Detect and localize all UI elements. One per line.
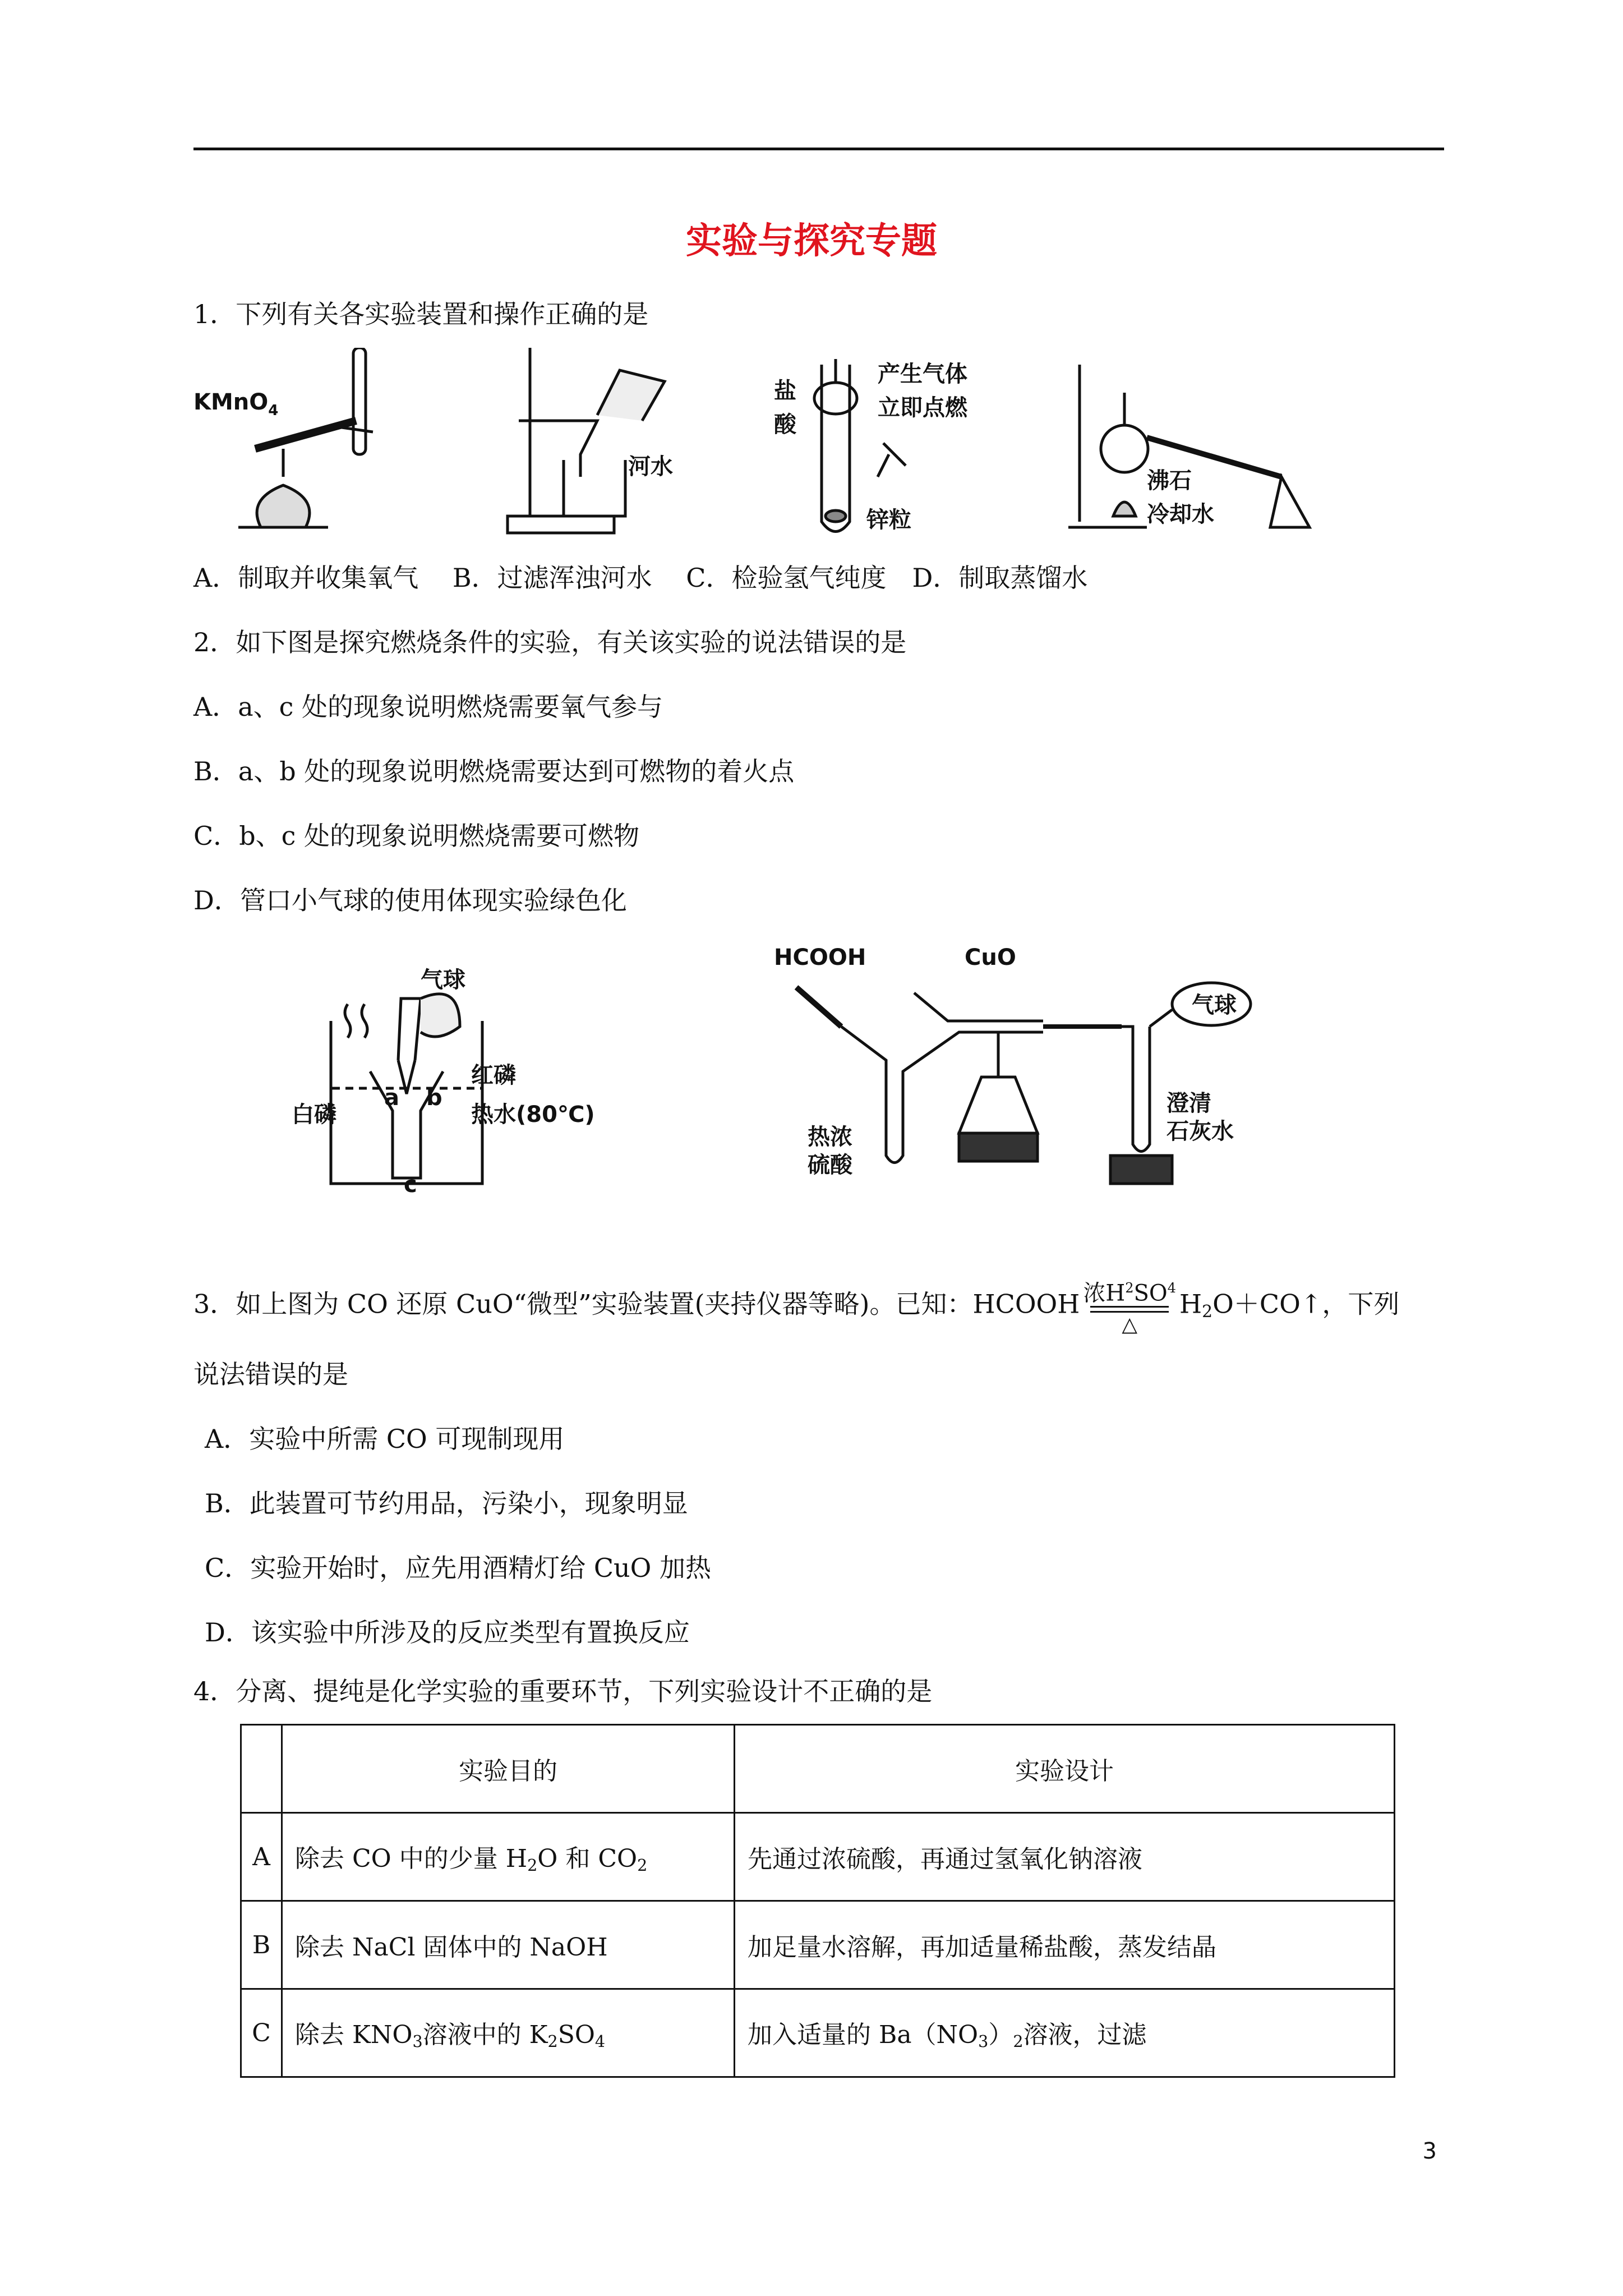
limewater-label-2: 石灰水 — [1166, 1119, 1234, 1144]
q1-boiling-stone-label: 沸石 — [1147, 468, 1192, 494]
q4-stem: 4．分离、提纯是化学实验的重要环节，下列实验设计不正确的是 — [193, 1676, 933, 1706]
cuo-label: CuO — [965, 945, 1016, 970]
table-row: B 除去 NaCl 固体中的 NaOH 加足量水溶解，再加适量稀盐酸，蒸发结晶 — [241, 1901, 1395, 1989]
row-b-design: 加足量水溶解，再加适量稀盐酸，蒸发结晶 — [735, 1901, 1395, 1989]
hot-water-label: 热水(80℃) — [471, 1102, 595, 1128]
hcooh-label: HCOOH — [774, 945, 866, 970]
q2-option-a: A．a、c 处的现象说明燃烧需要氧气参与 — [193, 692, 663, 722]
q1-stem: 1．下列有关各实验装置和操作正确的是 — [193, 299, 649, 329]
sulfuric-acid-label-2: 硫酸 — [808, 1152, 852, 1178]
co-reduction-figure — [774, 942, 1256, 1200]
q2-option-b: B．a、b 处的现象说明燃烧需要达到可燃物的着火点 — [193, 756, 795, 786]
q1-gas-label-1: 产生气体 — [878, 361, 967, 387]
reaction-condition: 浓$H^2SO^4$ △ — [1083, 1280, 1177, 1337]
table-row: C 除去 KNO3溶液中的 K2SO4 加入适量的 Ba（NO3）2溶液，过滤 — [241, 1989, 1395, 2077]
q4-table — [240, 1724, 1395, 2078]
q3-option-b: B．此装置可节约用品，污染小，现象明显 — [205, 1488, 688, 1519]
q2-stem: 2．如下图是探究燃烧条件的实验，有关该实验的说法错误的是 — [193, 627, 907, 657]
red-phosphorus-label: 红磷 — [471, 1062, 516, 1088]
table-row: A 除去 CO 中的少量 H2O 和 CO2 先通过浓硫酸，再通过氢氧化钠溶液 — [241, 1813, 1395, 1901]
q3-stem: 3．如上图为 CO 还原 CuO“微型”实验装置(夹持仪器等略)。已知：HCOOH 浓$H^2SO^4$ △ H2O＋CO↑，下列 — [193, 1276, 1399, 1336]
q1-gas-label-2: 立即点燃 — [878, 395, 967, 421]
q3-option-d: D．该实验中所涉及的反应类型有置换反应 — [205, 1617, 690, 1648]
row-c-purpose: 除去 KNO3溶液中的 K2SO4 — [282, 1989, 735, 2077]
q3-option-c: C．实验开始时，应先用酒精灯给 CuO 加热 — [205, 1553, 711, 1583]
page-number: 3 — [1422, 2138, 1437, 2164]
q3-stem-cont: 说法错误的是 — [193, 1359, 348, 1389]
q1-zinc-label: 锌粒 — [866, 507, 911, 533]
header-rule — [193, 148, 1444, 150]
white-phosphorus-label: 白磷 — [292, 1102, 336, 1128]
svg-text:c: c — [404, 1172, 417, 1198]
row-a-design: 先通过浓硫酸，再通过氢氧化钠溶液 — [735, 1813, 1395, 1901]
page-title: 实验与探究专题 — [686, 220, 937, 262]
row-b-purpose: 除去 NaCl 固体中的 NaOH — [282, 1901, 735, 1989]
limewater-label-1: 澄清 — [1166, 1091, 1211, 1116]
table-header-row — [241, 1725, 1395, 1813]
sulfuric-acid-label-1: 热浓 — [808, 1124, 852, 1150]
q1-figures — [193, 348, 1315, 550]
header-purpose: 实验目的 — [282, 1725, 735, 1813]
q1-options: A．制取并收集氧气 B．过滤浑浊河水 C．检验氢气纯度 D．制取蒸馏水 — [193, 563, 1088, 593]
q1-hcl-label-bottom: 酸 — [774, 412, 796, 438]
row-a-purpose: 除去 CO 中的少量 H2O 和 CO2 — [282, 1813, 735, 1901]
q2-option-d: D．管口小气球的使用体现实验绿色化 — [193, 885, 627, 915]
q3-option-a: A．实验中所需 CO 可现制现用 — [205, 1424, 565, 1454]
header-design: 实验设计 — [735, 1725, 1395, 1813]
q1-river-water-label: 河水 — [628, 454, 673, 480]
q1-kmno4-label: KMnO$_4$ — [193, 389, 279, 419]
q2-option-c: C．b、c 处的现象说明燃烧需要可燃物 — [193, 821, 640, 851]
q1-cooling-water-label: 冷却水 — [1147, 501, 1214, 527]
balloon-label: 气球 — [421, 967, 465, 993]
balloon-label-2: 气球 — [1192, 992, 1237, 1018]
q1-hcl-label-top: 盐 — [774, 378, 796, 404]
svg-text:a: a — [384, 1085, 399, 1111]
row-c-design: 加入适量的 Ba（NO3）2溶液，过滤 — [735, 1989, 1395, 2077]
svg-text:b: b — [426, 1085, 442, 1111]
combustion-figure — [292, 965, 606, 1200]
